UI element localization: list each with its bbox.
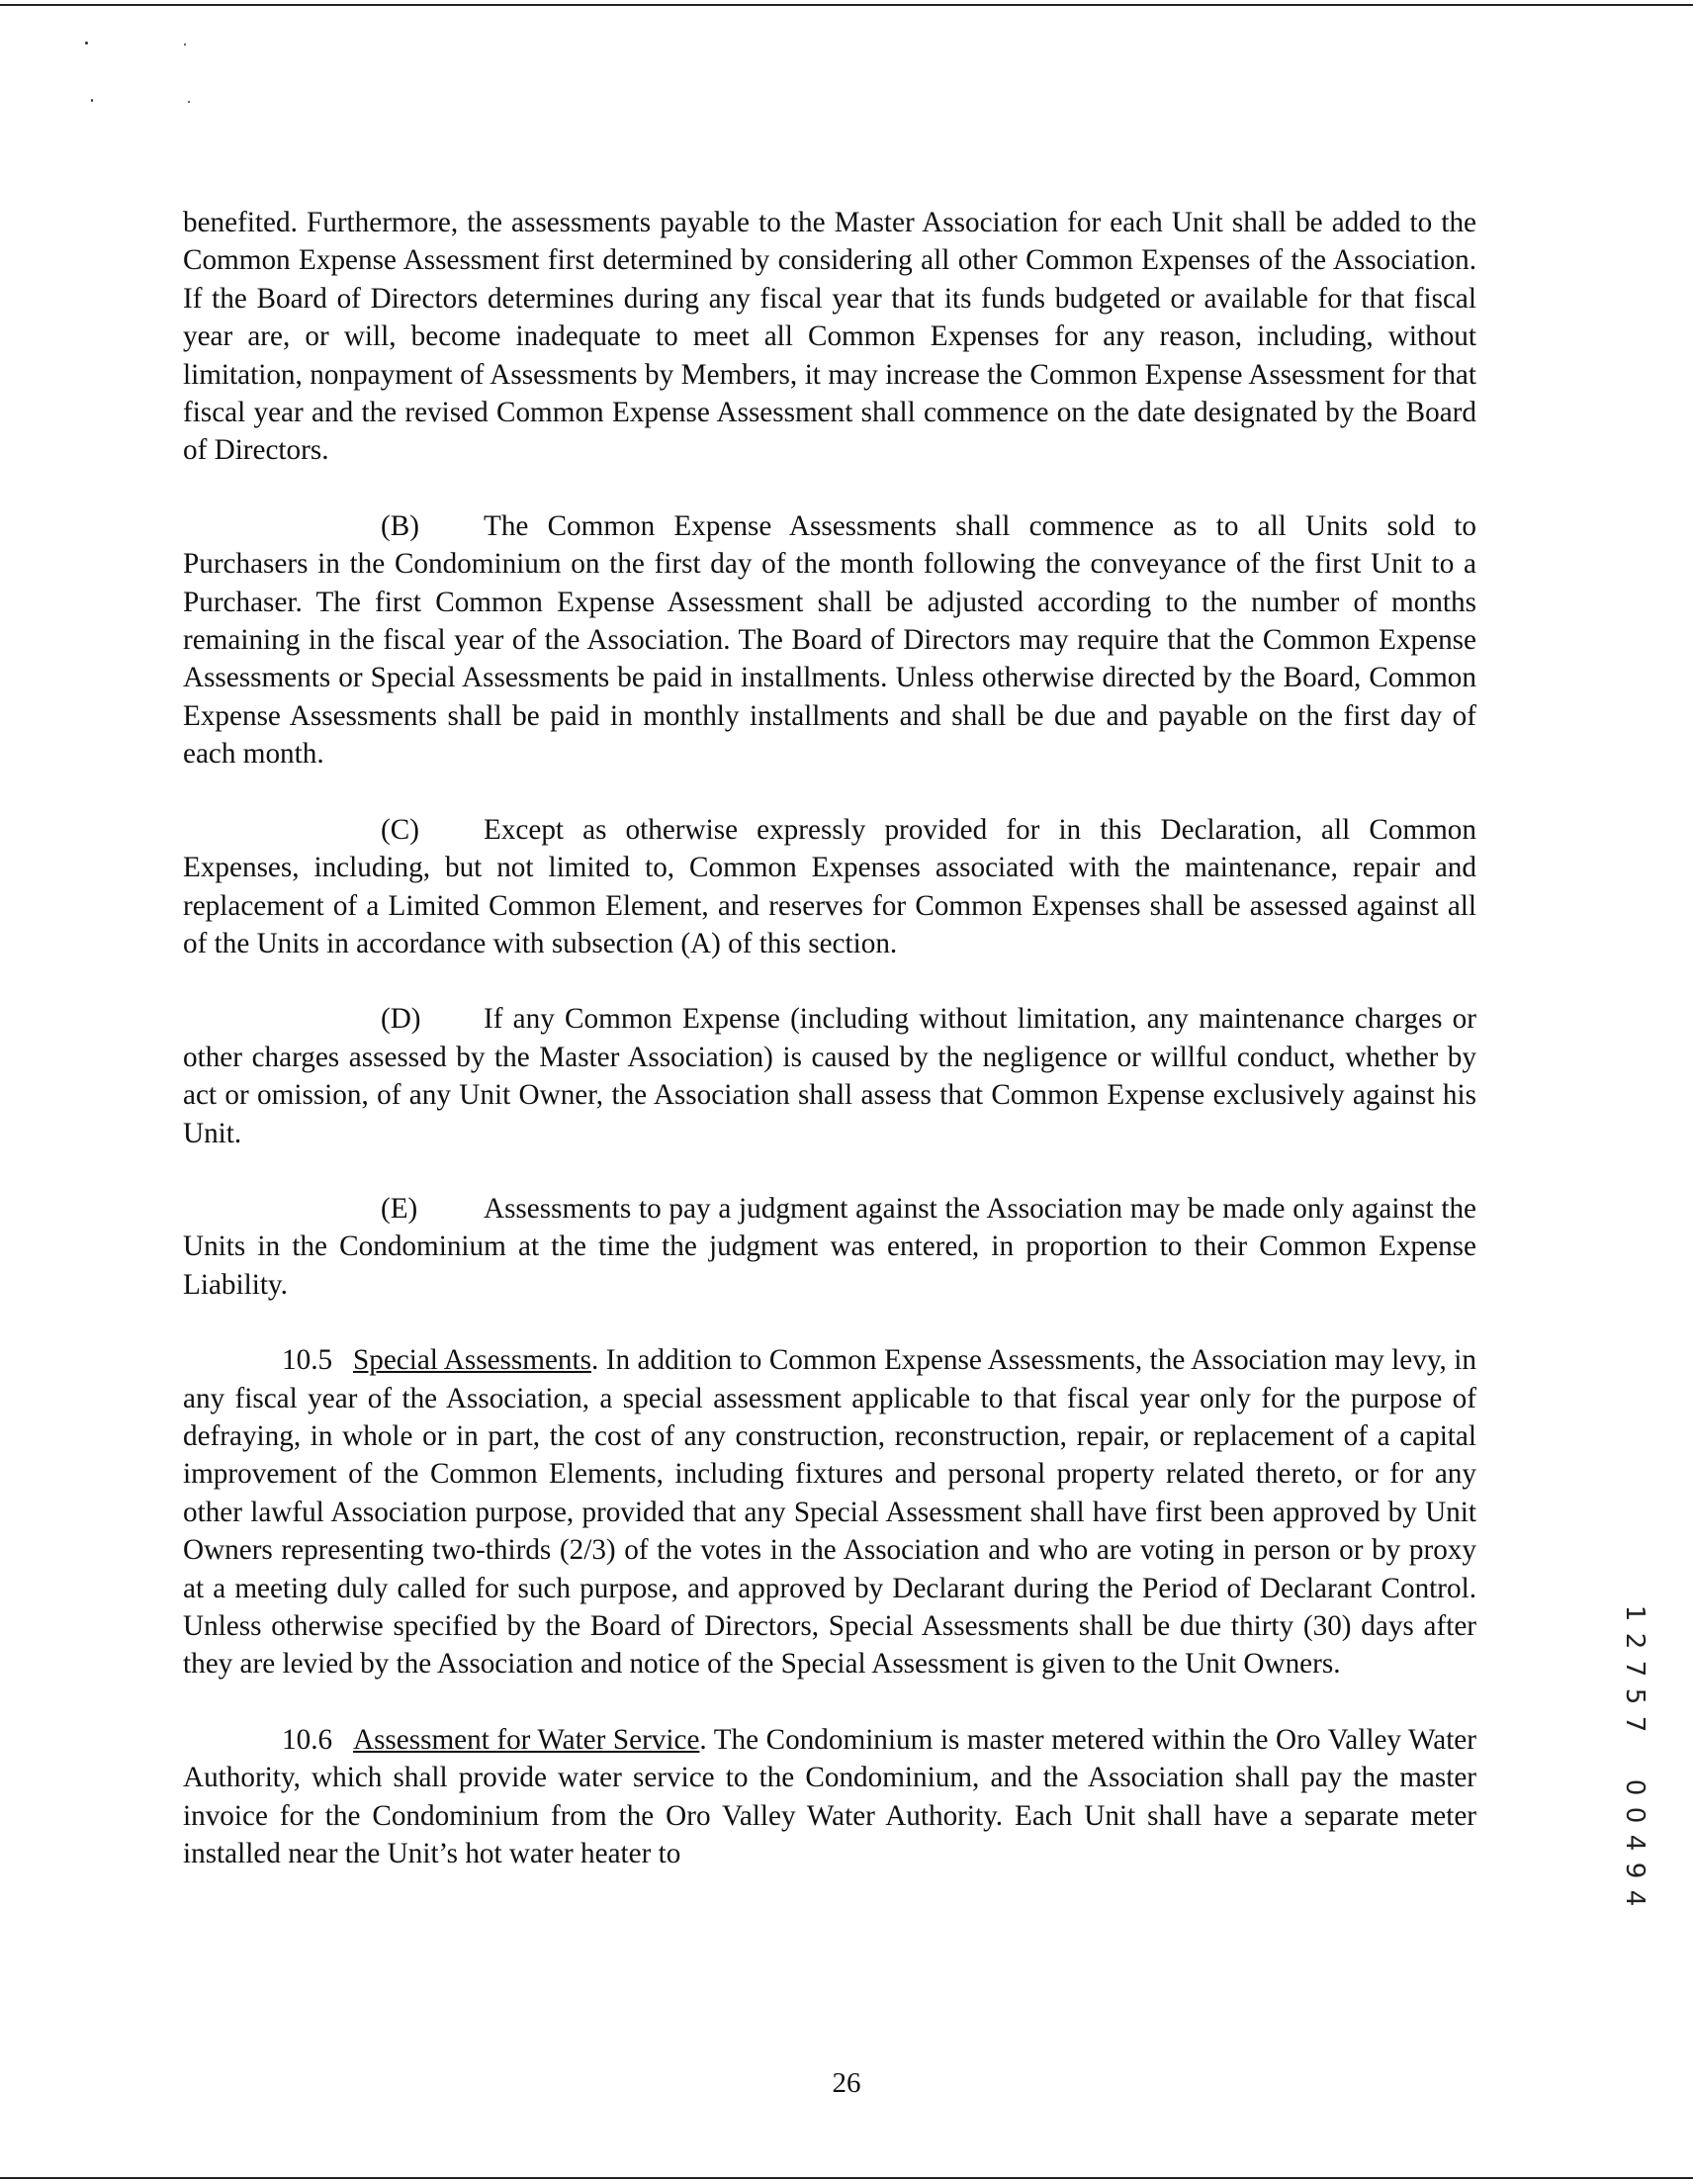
subsection-d-text: If any Common Expense (including without limitation, any maintenance charges or other charges assessed by the Master Association) is caused by the negligence or willful conduct, whether by act or omission, of any Unit Owner, the Association shall assess that Common Expense exclusively against his Unit. (183, 1003, 1476, 1149)
subsection-c-text: Except as otherwise expressly provided for in this Declaration, all Common Expenses, including, but not limited to, Common Expenses associated with the maintenance, repair and replacement of a Limited Common Element, and reserves for Common Expenses shall be assessed against all of the Units in accordance with subsection (A) of this section. (183, 813, 1476, 959)
document-body (183, 204, 1476, 1910)
subsection-b-text: The Common Expense Assessments shall commence as to all Units sold to Purchasers in the Condominium on the first day of the month following the conveyance of the first Unit to a Purchaser. The first Common Expense Assessment shall be adjusted according to the number of months remaining in the fiscal year of the Association. The Board of Directors may require that the Common Expense Assessments or Special Assessments be paid in installments. Unless otherwise directed by the Board, Common Expense Assessments shall be paid in monthly installments and shall be due and payable on the first day of each month. (183, 509, 1476, 771)
section-10-5-number: 10.5 (282, 1344, 333, 1377)
scan-speck (184, 44, 186, 46)
subsection-d (183, 1000, 1476, 1152)
recording-number-stamp (1620, 1599, 1649, 1912)
stamp-digit: 2 (1620, 1632, 1649, 1650)
section-10-5 (183, 1341, 1476, 1684)
stamp-digit: 4 (1620, 1889, 1649, 1907)
subsection-d-label: (D) (381, 1003, 421, 1036)
subsection-b-label: (B) (381, 509, 419, 542)
subsection-c (183, 811, 1476, 963)
paragraph-intro: benefited. Furthermore, the assessments payable to the Master Association for each Unit shall be added to the Common Expense Assessment first determined by considering all other Common Expenses of the Association. If the Board of Directors determines during any fiscal year that its funds budgeted or available for that fiscal year are, or will, become inadequate to meet all Common Expenses for any reason, including, without limitation, nonpayment of Assessments by Members, it may increase the Common Expense Assessment for that fiscal year and the revised Common Expense Assessment shall commence on the date designated by the Board of Directors. (183, 207, 1476, 467)
stamp-digit: 7 (1620, 1715, 1649, 1733)
stamp-digit: 9 (1620, 1862, 1649, 1879)
stamp-digit: 7 (1620, 1660, 1649, 1678)
scan-speck (85, 42, 88, 45)
scan-top-border (0, 4, 1693, 6)
stamp-digit: 0 (1620, 1778, 1649, 1796)
scan-bottom-border (0, 2177, 1693, 2179)
subsection-b (183, 507, 1476, 774)
section-10-6 (183, 1721, 1476, 1873)
stamp-gap (1620, 1738, 1649, 1774)
section-10-5-title: Special Assessments (353, 1344, 591, 1377)
stamp-digit: 5 (1620, 1687, 1649, 1705)
subsection-e-text: Assessments to pay a judgment against the Association may be made only against the Units in the Condominium at the time the judgment was entered, in proportion to their Common Expense Liability. (183, 1192, 1476, 1301)
subsection-e-label: (E) (381, 1192, 418, 1225)
stamp-digit: 4 (1620, 1834, 1649, 1852)
page-number: 26 (832, 2067, 861, 2099)
stamp-digit: 1 (1620, 1604, 1649, 1622)
subsection-e (183, 1190, 1476, 1304)
stamp-digit: 0 (1620, 1806, 1649, 1824)
section-10-6-title: Assessment for Water Service (353, 1723, 700, 1756)
subsection-c-label: (C) (381, 813, 419, 846)
scan-speck (188, 101, 190, 103)
section-10-5-text: . In addition to Common Expense Assessments, the Association may levy, in any fiscal year of the Association, a special assessment applicable to that fiscal year only for the purpose of defraying, in whole or in part, the cost of any construction, reconstruction, repair, or replacement of a capital improvement of the Common Elements, including fixtures and personal property related thereto, or for any other lawful Association purpose, provided that any Special Assessment shall have first been approved by Unit Owners representing two-thirds (2/3) of the votes in the Association and who are voting in person or by proxy at a meeting duly called for such purpose, and approved by Declarant during the Period of Declarant Control. Unless otherwise specified by the Board of Directors, Special Assessments shall be due thirty (30) days after they are levied by the Association and notice of the Special Assessment is given to the Unit Owners. (183, 1344, 1476, 1681)
section-10-6-number: 10.6 (282, 1723, 333, 1756)
scan-speck (91, 99, 93, 102)
section-10-6-text: . The Condominium is master metered within the Oro Valley Water Authority, which shall provide water service to the Condominium, and the Association shall pay the master invoice for the Condominium from the Oro Valley Water Authority. Each Unit shall have a separate meter installed near the Unit’s hot water heater to (183, 1723, 1476, 1870)
